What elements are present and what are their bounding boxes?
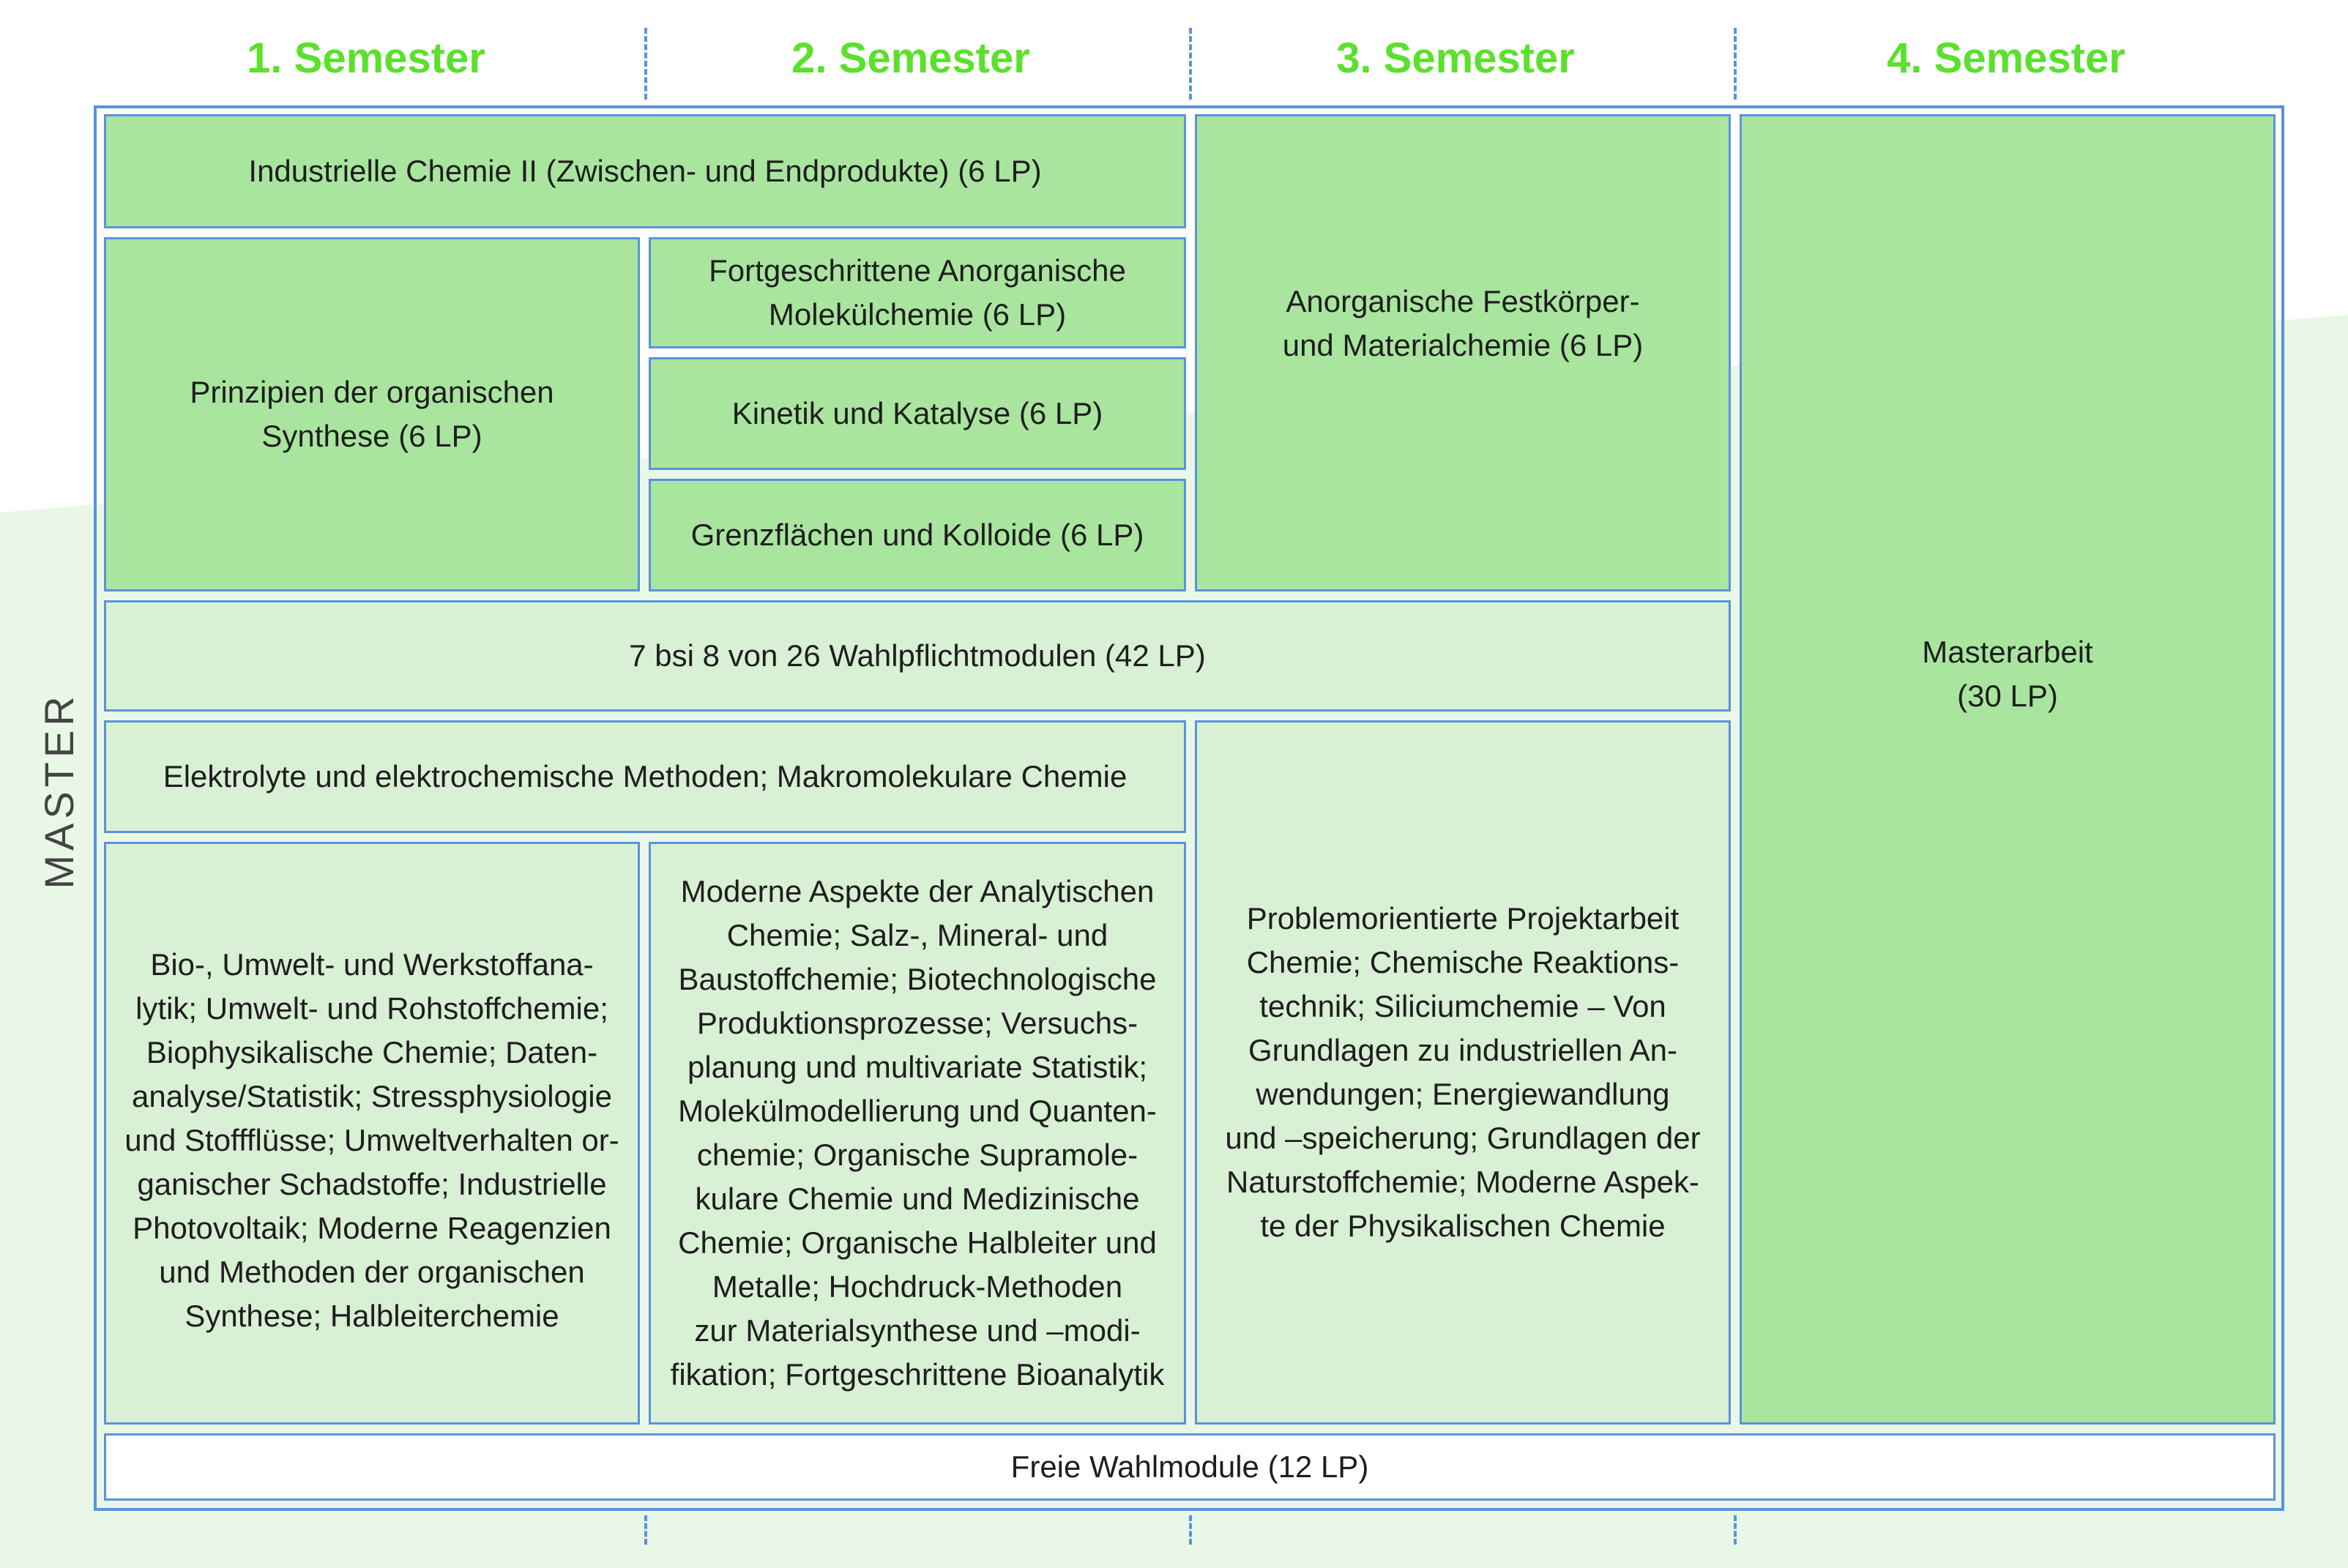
module-freie-wahlmodule: Freie Wahlmodule (12 LP) [104,1433,2276,1501]
semester-4-heading: 4. Semester [1887,34,2125,82]
semester-1-heading: 1. Semester [247,34,485,82]
module-prinzipien-organische-synthese: Prinzipien der organischen Synthese (6 LP) [104,237,640,591]
module-grenzflaechen-kolloide: Grenzflächen und Kolloide (6 LP) [649,479,1186,591]
semester-divider [1189,28,1192,100]
semester-divider [1734,1515,1737,1545]
module-elektrolyte-makromolekulare: Elektrolyte und elektrochemische Methoden; Makromolekulare Chemie [104,720,1186,833]
semester-3-heading: 3. Semester [1336,34,1575,82]
semester-2-heading: 2. Semester [791,34,1030,82]
module-elective-list-2: Moderne Aspekte der Analytischen Chemie; Salz-, Mineral- und Baustoffchemie; Biotechnologische Produktionsprozesse; Versuchs- planung und multivariate Statistik; Molekülmodellierung und Quanten- chemie; Organische Supramole- kulare Chemie und Medizinische Chemie; Organische Halbleiter und Metalle; Hochdruck-Methoden zur Materialsynthese und –modi- fikation; Fortgeschrittene Bioanalytik [649,842,1186,1425]
module-elective-list-3: Problemorientierte Projektarbeit Chemie; Chemische Reaktions- technik; Siliciumchemie – Von Grundlagen zu industriellen An- wendungen; Energiewandlung und –speicherung; Grundlagen der Naturstoffchemie; Moderne Aspek- te der Physikalischen Chemie [1195,720,1731,1425]
module-kinetik-katalyse: Kinetik und Katalyse (6 LP) [649,357,1186,470]
semester-divider [644,28,647,100]
module-anorganische-molekuelchemie: Fortgeschrittene Anorganische Molekülchemie (6 LP) [649,237,1186,348]
semester-divider [1734,28,1737,100]
semester-divider [644,1515,647,1545]
module-masterarbeit: Masterarbeit (30 LP) [1740,114,2276,1425]
module-wahlpflicht: 7 bsi 8 von 26 Wahlpflichtmodulen (42 LP) [104,600,1731,712]
module-festkoerper-materialchemie: Anorganische Festkörper- und Materialchemie (6 LP) [1195,114,1731,591]
module-industrielle-chemie: Industrielle Chemie II (Zwischen- und Endprodukte) (6 LP) [104,114,1186,228]
degree-label: MASTER [35,692,82,889]
semester-divider [1189,1515,1192,1545]
module-elective-list-1: Bio-, Umwelt- und Werkstoffana- lytik; Umwelt- und Rohstoffchemie; Biophysikalische Chemie; Daten- analyse/Statistik; Stressphysiologie und Stoffflüsse; Umweltverhalten or- ganischer Schadstoffe; Industrielle Photovoltaik; Moderne Reagenzien und Methoden der organischen Synthese; Halbleiterchemie [104,842,640,1425]
